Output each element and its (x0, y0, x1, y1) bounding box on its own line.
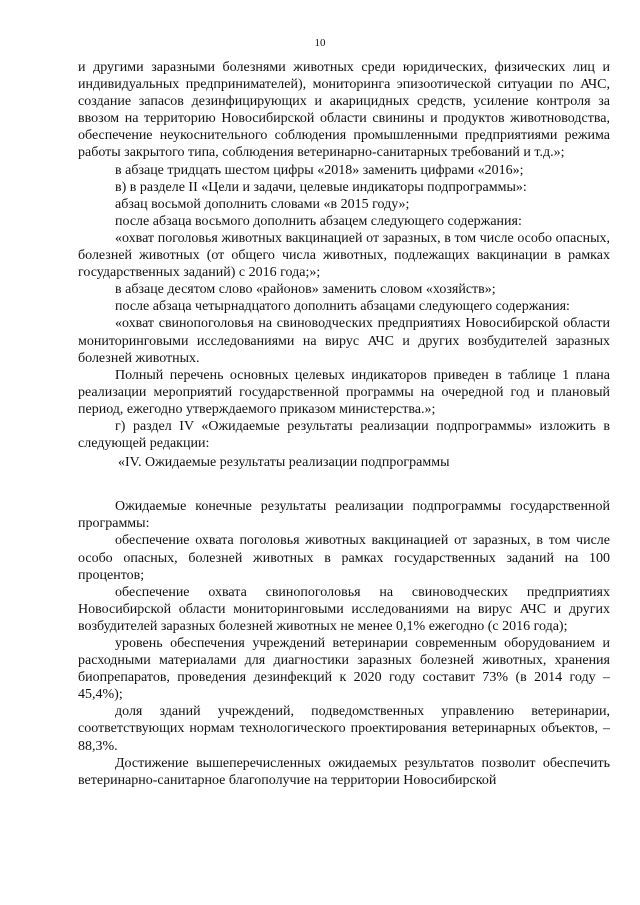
paragraph-7: в абзаце десятом слово «районов» заменить словом «хозяйств»; (115, 282, 496, 298)
paragraph-6: «охват поголовья животных вакцинацией от заразных, в том числе особо опасных, болезней животных (от общего числа животных, подлежащих вакцинации в рамках государственных заданий) с 2016 года;»; (78, 230, 610, 281)
results-paragraph-5: доля зданий учреждений, подведомственных управлению ветеринарии, соответствующих нормам технологического проектирования ветеринарных объектов, – 88,3%. (78, 704, 610, 754)
paragraph-11: г) раздел IV «Ожидаемые результаты реализации подпрограммы» изложить в следующей редакции: (78, 418, 610, 452)
results-paragraph-4: уровень обеспечения учреждений ветеринарии современным оборудованием и расходными материалами для диагностики заразных болезней животных, хранения биопрепаратов, проведения дезинфекций к 2020 году составит 73% (в 2014 году – 45,4%); (78, 636, 610, 703)
paragraph-1: и другими заразными болезнями животных среди юридических, физических лиц и индивидуальных предпринимателей), мониторинга эпизоотической ситуации по АЧС, создание запасов дезинфицирующих и акарицидных средств, усиление контроля за ввозом на территорию Новосибирской области свинины и продуктов животноводства, обеспечение неукоснительного соблюдения промышленными предприятиями режима работы закрытого типа, соблюдения ветеринарно-санитарных требований и т.д.»; (78, 60, 610, 161)
results-paragraph-3: обеспечение охвата свинопоголовья на свиноводческих предприятиях Новосибирской области мониторинговыми исследованиями на вирус АЧС и других возбудителей заразных болезней животных не менее 0,1% ежегодно (с 2016 года); (78, 584, 610, 634)
page-number: 10 (314, 37, 326, 49)
results-paragraph-1: Ожидаемые конечные результаты реализации подпрограммы государственной программы: (78, 499, 610, 532)
results-paragraph-2: обеспечение охвата поголовья животных вакцинацией от заразных, в том числе особо опасных, болезней животных в рамках государственных заданий на 100 процентов; (78, 533, 610, 583)
paragraph-2: в абзаце тридцать шестом цифры «2018» заменить цифрами «2016»; (115, 162, 524, 178)
paragraph-10: Полный перечень основных целевых индикаторов приведен в таблице 1 плана реализации мероприятий государственной программы на очередной год и плановый период, ежегодно утверждаемого приказом министерства.»; (78, 367, 610, 417)
section-heading: «IV. Ожидаемые результаты реализации подпрограммы (118, 455, 450, 471)
paragraph-5: после абзаца восьмого дополнить абзацем следующего содержания: (115, 213, 522, 229)
paragraph-3: в) в разделе II «Цели и задачи, целевые индикаторы подпрограммы»: (115, 179, 527, 195)
document-body (78, 59, 610, 789)
paragraph-8: после абзаца четырнадцатого дополнить абзацами следующего содержания: (115, 299, 570, 315)
paragraph-4: абзац восьмой дополнить словами «в 2015 году»; (115, 196, 410, 212)
paragraph-9: «охват свинопоголовья на свиноводческих предприятиях Новосибирской области мониторинговыми исследованиями на вирус АЧС и других возбудителей заразных болезней животных. (78, 316, 610, 366)
results-paragraph-6: Достижение вышеперечисленных ожидаемых результатов позволит обеспечить ветеринарно-санитарное благополучие на территории Новосибирской (78, 755, 610, 788)
